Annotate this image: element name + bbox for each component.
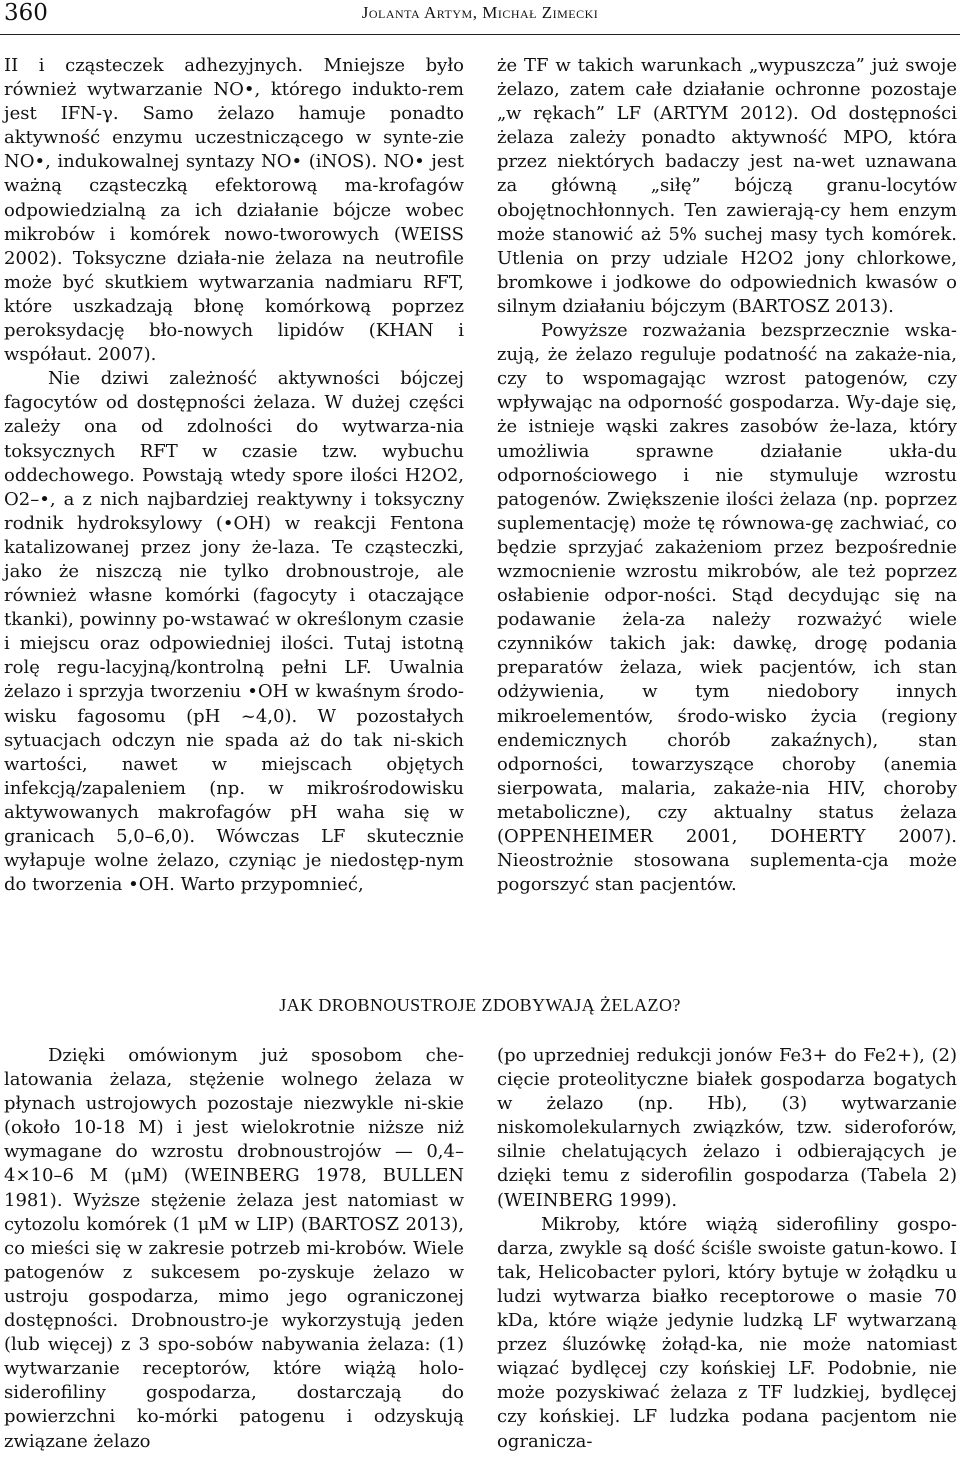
paragraph: że TF w takich warunkach „wypuszcza” już swoje żelazo, zatem całe działanie ochronne pozostaje „w rękach” LF (ARTYM 2012). Od dostępności żelaza zależy ponadto aktywność MPO, która przez niektórych badaczy jest na-wet uznawana za główną „siłę” bójczą granu-locytów obojętnochłonnych. Ten zawierają-cy hem enzym może stanowić aż 5% suchej masy tych komórek. Utlenia on przy udziale H2O2 jony chlorkowe, bromkowe i jodkowe do odpowiednich kwasów o silnym działaniu bójczym (BARTOSZ 2013). xyxy=(497,55,957,317)
column-top-left xyxy=(4,54,464,897)
column-bottom-right xyxy=(497,1044,957,1454)
paragraph: Dzięki omówionym już sposobom che-latowania żelaza, stężenie wolnego żelaza w płynach ustrojowych pozostaje niezwykle ni-skie (około 10-18 M) i jest wielokrotnie niższe niż wymagane do wzrostu drobnoustrojów — 0,4–4×10–6 M (μM) (WEINBERG 1978, BULLEN 1981). Wyższe stężenie żelaza jest natomiast w cytozolu komórek (1 μM w LIP) (BARTOSZ 2013), co mieści się w zakresie potrzeb mi-krobów. Wiele patogenów z sukcesem po-zyskuje żelazo w ustroju gospodarza, mimo jego ograniczonej dostępności. Drobnoustro-je wykorzystują jeden (lub więcej) z 3 spo-sobów nabywania żelaza: (1) wytwarzanie receptorów, które wiążą holo-siderofiliny gospodarza, dostarczają do powierzchni ko-mórki patogenu i odzyskują związane żelazo xyxy=(4,1045,464,1452)
section-heading: JAK DROBNOUSTROJE ZDOBYWAJĄ ŻELAZO? xyxy=(279,995,681,1015)
page-number: 360 xyxy=(4,0,48,26)
column-top-right xyxy=(497,54,957,897)
paragraph: (po uprzedniej redukcji jonów Fe3+ do Fe2+), (2) cięcie proteolityczne białek gospodarza bogatych w żelazo (np. Hb), (3) wytwarzanie niskomolekularnych związków, tzw. sideroforów, silnie chelatujących żelazo i odbierających je dzięki temu z siderofilin gospodarza (Tabela 2) (WEINBERG 1999). xyxy=(497,1045,957,1211)
running-head-authors: Jolanta Artym, Michał Zimecki xyxy=(361,3,599,22)
paragraph: Mikroby, które wiążą siderofiliny gospo-darza, zwykle są dość ściśle swoiste gatun-kowo. I tak, Helicobacter pylori, który bytuje w żołądku u ludzi wytwarza białko receptorowe o masie 70 kDa, które wiąże jedynie ludzką LF wytwarzaną przez śluzówkę żołąd-ka, nie może natomiast wiązać bydlęcej czy końskiej LF. Podobnie, nie może pozyskiwać żelaza z TF ludzkiej, bydlęcej czy końskiej. LF ludzka podana pacjentom nie ogranicza- xyxy=(497,1213,957,1452)
page-header xyxy=(0,0,960,40)
column-bottom-left xyxy=(4,1044,464,1454)
header-rule xyxy=(0,34,960,35)
paragraph: II i cząsteczek adhezyjnych. Mniejsze było również wytwarzanie NO•, którego indukto-rem jest IFN-γ. Samo żelazo hamuje ponadto aktywność enzymu uczestniczącego w synte-zie NO•, indukowalnej syntazy NO• (iNOS). NO• jest ważną cząsteczką efektorową ma-krofagów odpowiedzialną za ich działanie bójcze wobec mikrobów i komórek nowo-tworowych (WEISS 2002). Toksyczne działa-nie żelaza na neutrofile może być skutkiem wytwarzania nadmiaru RFT, które uszkadzają błonę komórkową poprzez peroksydację bło-nowych lipidów (KHAN i współaut. 2007). xyxy=(4,55,464,366)
paragraph: Powyższe rozważania bezsprzecznie wska-zują, że żelazo reguluje podatność na zakaże-nia, czy to wspomagając wzrost patogenów, czy wpływając na odporność gospodarza. Wy-daje się, że istnieje wąski zakres zasobów że-laza, który umożliwia sprawne działanie ukła-du odpornościowego i nie stymuluje wzrostu patogenów. Zwiększenie ilości żelaza (np. poprzez suplementację) może tę równowa-gę zachwiać, co będzie sprzyjać zakażeniom przez bezpośrednie wzmocnienie wzrostu mikrobów, ale też poprzez osłabienie odpor-ności. Stąd decydując się na podawanie żela-za należy rozważyć wiele czynników takich jak: dawkę, drogę podania preparatów żelaza, wiek pacjentów, ich stan odżywienia, w tym niedobory innych mikroelementów, środo-wisko życia (regiony endemicznych chorób zakaźnych), stan odporności, towarzyszące choroby (anemia sierpowata, malaria, zakaże-nia HIV, choroby metaboliczne), czy aktualny status żelaza (OPPENHEIMER 2001, DOHERTY 2007). Nieostrożnie stosowana suplementa-cja może pogorszyć stan pacjentów. xyxy=(497,320,957,896)
paragraph: Nie dziwi zależność aktywności bójczej fagocytów od dostępności żelaza. W dużej części zależy ona od zdolności do wytwarza-nia toksycznych RFT w czasie tzw. wybuchu oddechowego. Powstają wtedy spore ilości H2O2, O2–•, a z nich najbardziej reaktywny i toksyczny rodnik hydroksylowy (•OH) w reakcji Fentona katalizowanej przez jony że-laza. Te cząsteczki, jako że niszczą nie tylko drobnoustroje, ale również własne komórki (fagocyty i otaczające tkanki), powinny po-wstawać w określonym czasie i miejscu oraz odpowiedniej ilości. Tutaj istotną rolę regu-lacyjną/kontrolną pełni LF. Uwalnia żelazo i sprzyja tworzeniu •OH w kwaśnym środo-wisku fagosomu (pH ~4,0). W pozostałych sytuacjach odczyn nie spada aż do tak ni-skich wartości, nawet w miejscach objętych infekcją/zapaleniem (np. w mikrośrodowisku aktywowanych makrofagów pH waha się w granicach 5,0–6,0). Wówczas LF skutecznie wyłapuje wolne żelazo, czyniąc je niedostęp-nym do tworzenia •OH. Warto przypomnieć, xyxy=(4,368,464,896)
